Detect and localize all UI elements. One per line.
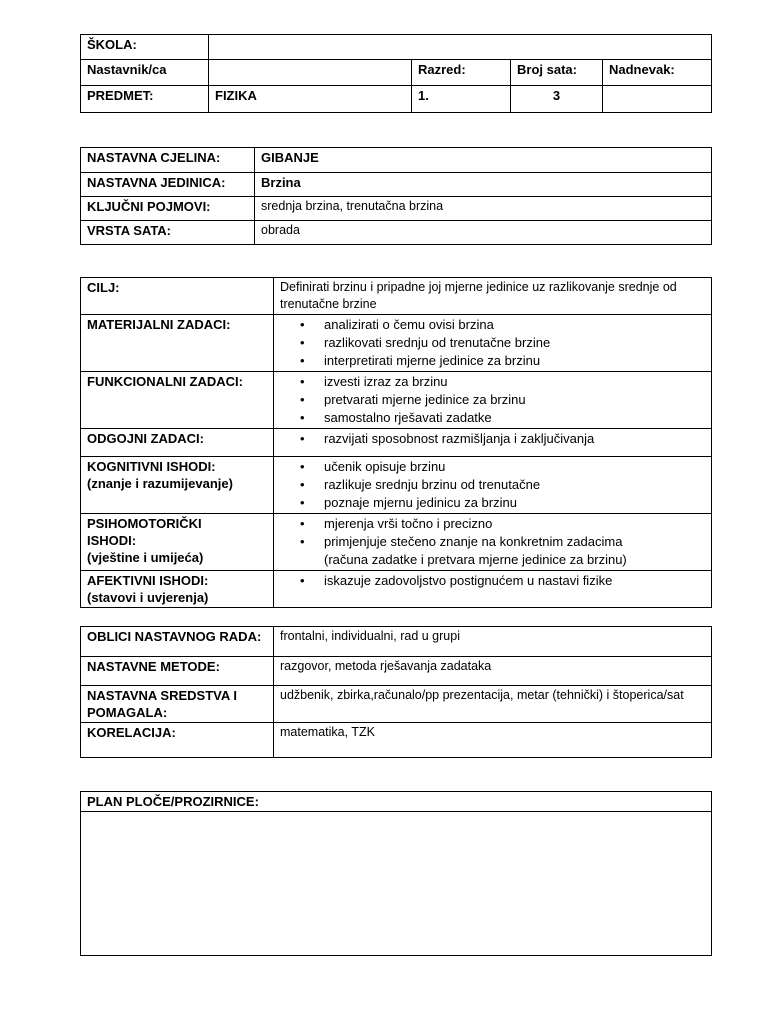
cilj-value: Definirati brzinu i pripadne joj mjerne jedinice uz razlikovanje srednje od trenutačne brzine (274, 278, 712, 315)
vrsta-value: obrada (255, 221, 712, 245)
psiho-label-line: ISHODI: (87, 533, 137, 548)
funkcionalni-label: FUNKCIONALNI ZADACI: (81, 372, 274, 429)
afektivni-label-line: (stavovi i uvjerenja) (87, 590, 209, 605)
broj-sata-value: 3 (511, 86, 603, 113)
razred-value: 1. (412, 86, 511, 113)
cilj-label: CILJ: (81, 278, 274, 315)
kognitivni-label-line: (znanje i razumijevanje) (87, 476, 233, 491)
kognitivni-list (280, 458, 705, 512)
list-item: • razlikuje srednju brzinu od trenutačne (280, 476, 705, 494)
oblici-value: frontalni, individualni, rad u grupi (274, 627, 712, 657)
nadnevak-label: Nadnevak: (603, 60, 712, 86)
list-item: • iskazuje zadovoljstvo postignućem u nastavi fizike (280, 572, 705, 590)
predmet-label: PREDMET: (81, 86, 209, 113)
header-table (80, 34, 712, 113)
metode-label: NASTAVNE METODE: (81, 657, 274, 686)
broj-sata-label: Broj sata: (511, 60, 603, 86)
materijalni-cell (274, 315, 712, 372)
materijalni-label: MATERIJALNI ZADACI: (81, 315, 274, 372)
materijalni-list (280, 316, 705, 370)
kognitivni-label (81, 457, 274, 514)
list-item-continuation: (računa zadatke i pretvara mjerne jedinice za brzinu) (324, 552, 627, 567)
goals-table (80, 277, 712, 608)
nadnevak-value (603, 86, 712, 113)
list-item: • razlikovati srednju od trenutačne brzine (280, 334, 705, 352)
skola-value (209, 35, 712, 60)
plan-area (81, 812, 712, 956)
jedinica-label: NASTAVNA JEDINICA: (81, 173, 255, 197)
nastavnik-label: Nastavnik/ca (81, 60, 209, 86)
razred-label: Razred: (412, 60, 511, 86)
funkcionalni-list (280, 373, 705, 427)
funkcionalni-cell (274, 372, 712, 429)
korelacija-label: KORELACIJA: (81, 723, 274, 758)
list-item: • mjerenja vrši točno i precizno (280, 515, 705, 533)
pojmovi-value: srednja brzina, trenutačna brzina (255, 197, 712, 221)
afektivni-label-line: AFEKTIVNI ISHODI: (87, 573, 209, 588)
kognitivni-cell (274, 457, 712, 514)
odgojni-list (280, 430, 705, 448)
metode-value: razgovor, metoda rješavanja zadataka (274, 657, 712, 686)
nastavnik-value (209, 60, 412, 86)
odgojni-cell (274, 429, 712, 457)
list-item: • razvijati sposobnost razmišljanja i zaključivanja (280, 430, 705, 448)
korelacija-value: matematika, TZK (274, 723, 712, 758)
vrsta-label: VRSTA SATA: (81, 221, 255, 245)
psiho-list (280, 515, 705, 569)
list-item: • izvesti izraz za brzinu (280, 373, 705, 391)
kognitivni-label-line: KOGNITIVNI ISHODI: (87, 459, 216, 474)
list-item: • poznaje mjernu jedinicu za brzinu (280, 494, 705, 512)
list-item: • učenik opisuje brzinu (280, 458, 705, 476)
lesson-table (80, 147, 712, 245)
board-table (80, 791, 712, 956)
list-item: • analizirati o čemu ovisi brzina (280, 316, 705, 334)
sredstva-label (81, 686, 274, 723)
sredstva-value: udžbenik, zbirka,računalo/pp prezentacija, metar (tehnički) i štoperica/sat (274, 686, 712, 723)
skola-label: ŠKOLA: (81, 35, 209, 60)
sredstva-label-line: POMAGALA: (87, 705, 168, 720)
psiho-label (81, 514, 274, 571)
jedinica-value: Brzina (255, 173, 712, 197)
odgojni-label: ODGOJNI ZADACI: (81, 429, 274, 457)
methods-table (80, 626, 712, 758)
afektivni-list (280, 572, 705, 590)
list-item: • pretvarati mjerne jedinice za brzinu (280, 391, 705, 409)
list-item: • interpretirati mjerne jedinice za brzinu (280, 352, 705, 370)
oblici-label: OBLICI NASTAVNOG RADA: (81, 627, 274, 657)
psiho-cell (274, 514, 712, 571)
pojmovi-label: KLJUČNI POJMOVI: (81, 197, 255, 221)
psiho-label-line: PSIHOMOTORIČKI (87, 516, 202, 531)
list-item: • samostalno rješavati zadatke (280, 409, 705, 427)
cjelina-value: GIBANJE (255, 148, 712, 173)
cjelina-label: NASTAVNA CJELINA: (81, 148, 255, 173)
plan-label: PLAN PLOČE/PROZIRNICE: (81, 792, 712, 812)
predmet-value: FIZIKA (209, 86, 412, 113)
sredstva-label-line: NASTAVNA SREDSTVA I (87, 688, 237, 703)
list-item: • primjenjuje stečeno znanje na konkretnim zadacima (280, 533, 705, 551)
afektivni-label (81, 571, 274, 608)
afektivni-cell (274, 571, 712, 608)
psiho-label-line: (vještine i umijeća) (87, 550, 204, 565)
